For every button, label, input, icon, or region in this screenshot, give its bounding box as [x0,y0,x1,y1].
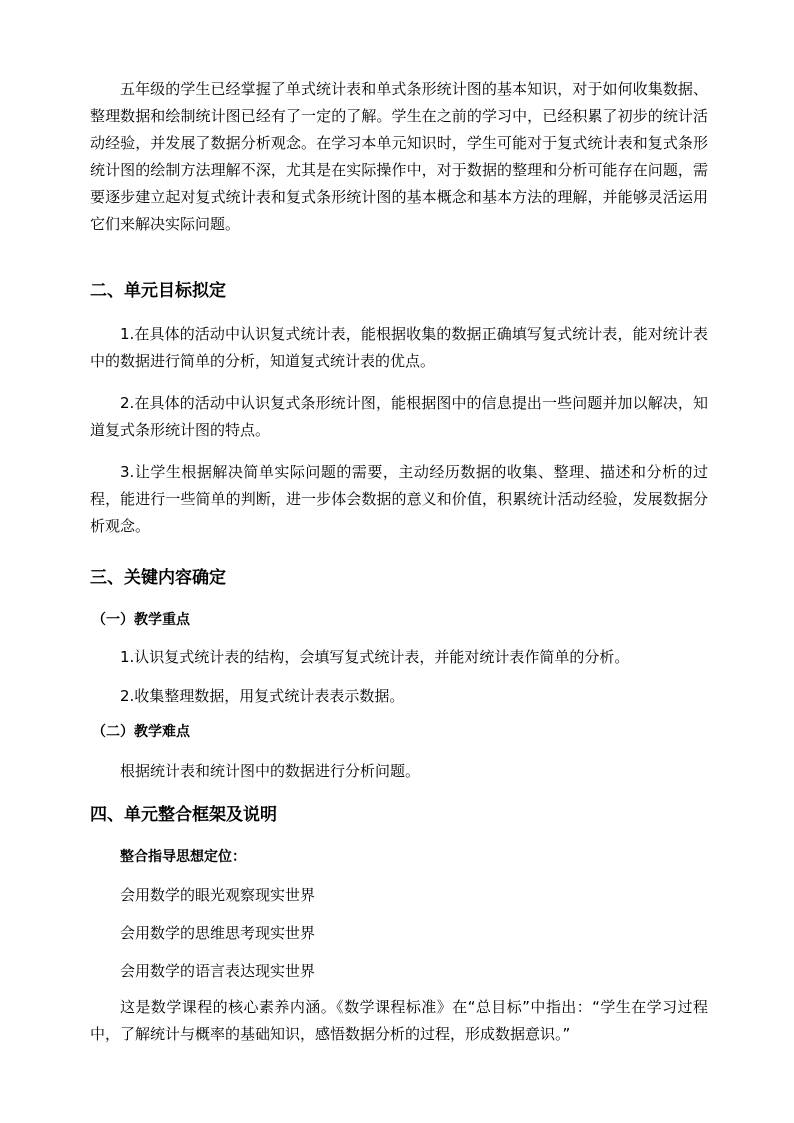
difficulty-item-1: 根据统计表和统计图中的数据进行分析问题。 [120,762,421,780]
section-heading-integration-framework: 四、单元整合框架及说明 [90,805,277,825]
intro-paragraph: 五年级的学生已经掌握了单式统计表和单式条形统计图的基本知识，对于如何收集数据、整理数据和绘制统计图已经有了一定的了解。学生在之前的学习中，已经积累了初步的统计活动经验，并发展了数据分析观念。在学习本单元知识时，学生可能对于复式统计表和复式条形统计图的绘制方法理解不深，尤其是在实际操作中，对于数据的整理和分析可能存在问题，需要逐步建立起对复式统计表和复式条形统计图的基本概念和基本方法的理解，并能够灵活运用它们来解决实际问题。 [90,80,708,233]
goal-item-1: 1.在具体的活动中认识复式统计表，能根据收集的数据正确填写复式统计表，能对统计表中的数据进行简单的分析，知道复式统计表的优点。 [90,325,708,370]
goal-item-2: 2.在具体的活动中认识复式条形统计图，能根据图中的信息提出一些问题并加以解决，知道复式条形统计图的特点。 [90,394,708,439]
section-heading-key-content: 三、关键内容确定 [90,568,226,588]
guiding-line-1: 会用数学的眼光观察现实世界 [120,886,316,904]
focus-item-1: 1.认识复式统计表的结构，会填写复式统计表，并能对统计表作简单的分析。 [120,648,630,666]
goal-item-3: 3.让学生根据解决简单实际问题的需要，主动经历数据的收集、整理、描述和分析的过程，能进行一些简单的判断，进一步体会数据的意义和价值，积累统计活动经验，发展数据分析观念。 [90,463,708,535]
guiding-line-3: 会用数学的语言表达现实世界 [120,962,316,980]
subheading-guiding-idea: 整合指导思想定位： [120,849,246,865]
subheading-teaching-focus: （一）教学重点 [92,612,190,628]
closing-paragraph: 这是数学课程的核心素养内涵。《数学课程标准》在“总目标”中指出：“学生在学习过程中，了解统计与概率的基础知识，感悟数据分析的过程，形成数据意识。” [90,998,708,1043]
section-heading-unit-goals: 二、单元目标拟定 [90,281,226,301]
guiding-line-2: 会用数学的思维思考现实世界 [120,924,316,942]
focus-item-2: 2.收集整理数据，用复式统计表表示数据。 [120,687,405,705]
subheading-teaching-difficulty: （二）教学难点 [92,724,190,740]
